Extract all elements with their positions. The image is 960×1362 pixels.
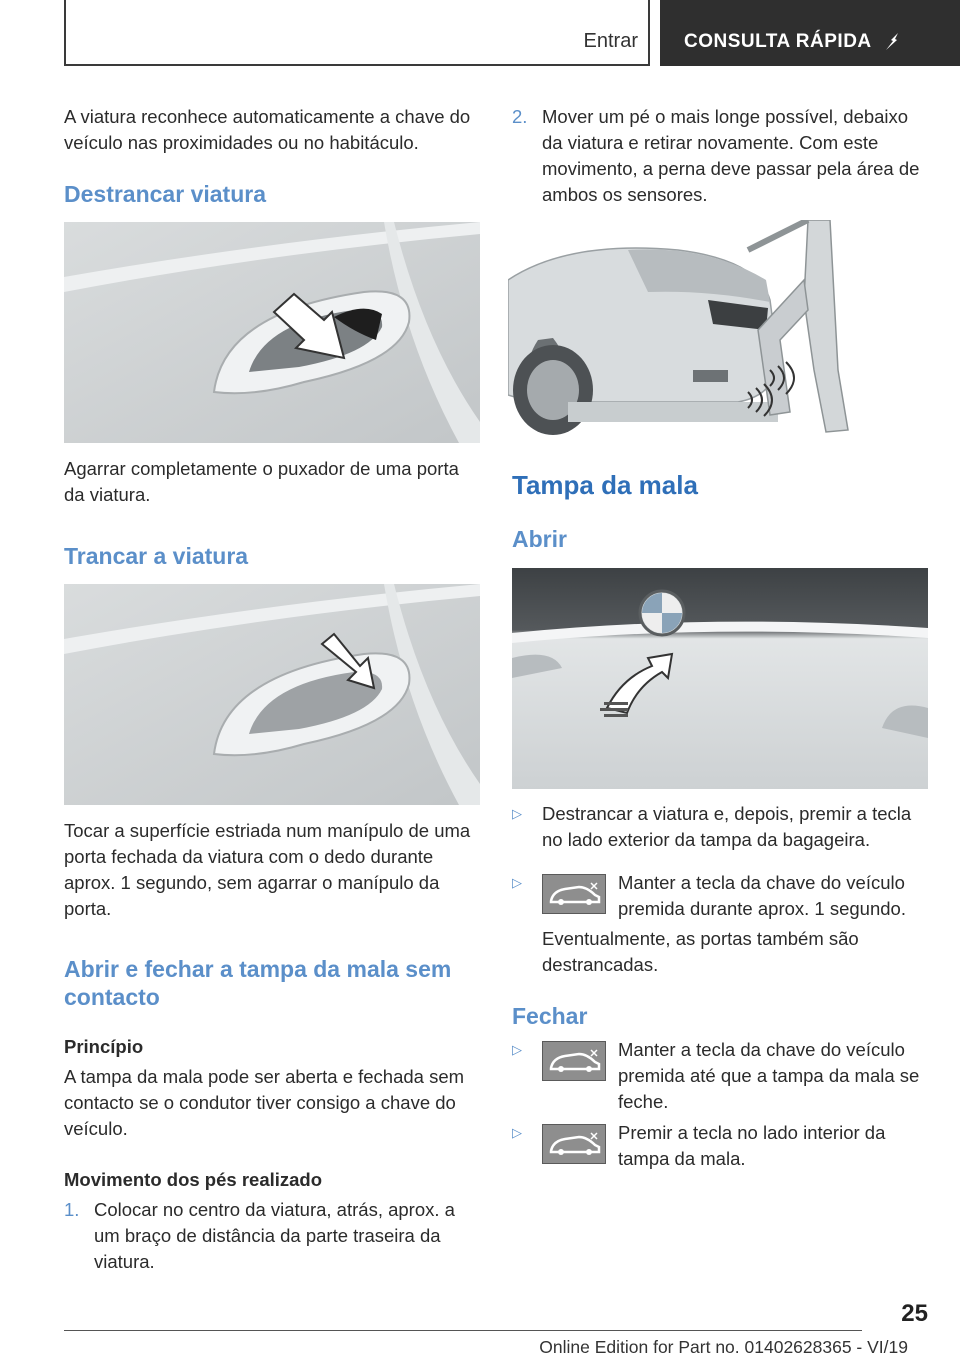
step-2-number: 2. [512, 106, 528, 127]
quick-reference-tab[interactable] [660, 0, 960, 66]
step-2-text: Mover um pé o mais longe possível, debaixo da viatura e retirar novamente. Com este movimento, a perna deve passar pela área de ambos os sensores. [542, 106, 920, 205]
car-key-trunk-icon [542, 1041, 606, 1081]
bullet-1-text: Destrancar a viatura e, depois, premir a tecla no lado exterior da tampa da bagageira. [542, 803, 912, 850]
bullet-item-4 [512, 1120, 928, 1172]
bullet-item-2 [512, 870, 928, 930]
footer-rule [64, 1330, 862, 1331]
trunk-button-image [512, 568, 928, 789]
entrar-link[interactable]: Entrar [583, 30, 638, 52]
bullet-item-3 [512, 1037, 928, 1115]
bullet-triangle-icon: ▷ [512, 806, 522, 821]
door-handle-unlock-image [64, 222, 480, 443]
car-key-trunk-icon [542, 874, 606, 914]
quick-reference-label: CONSULTA RÁPIDA [684, 31, 872, 52]
edition-footer: Online Edition for Part no. 01402628365 - VI/19 [539, 1337, 908, 1357]
door-handle-lock-image [64, 584, 480, 805]
intro-paragraph: A viatura reconhece automaticamente a chave do veículo nas proximidades ou no habitáculo. [64, 106, 471, 153]
bullet-triangle-icon: ▷ [512, 875, 522, 890]
heading-trancar: Trancar a viatura [64, 543, 249, 569]
header-underline [66, 64, 650, 66]
left-column [64, 104, 480, 156]
step-1-text: Colocar no centro da viatura, atrás, aprox. a um braço de distância da parte traseira da viatura. [94, 1199, 455, 1272]
header-separator [648, 0, 650, 66]
lightning-icon [882, 30, 904, 52]
heading-movimento: Movimento dos pés realizado [64, 1169, 323, 1190]
bullet-triangle-icon: ▷ [512, 1042, 522, 1057]
step-1-number: 1. [64, 1199, 80, 1220]
destrancar-paragraph: Agarrar completamente o puxador de uma porta da viatura. [64, 458, 459, 505]
bullet-item-1 [512, 801, 928, 853]
heading-principio: Princípio [64, 1036, 144, 1057]
heading-fechar: Fechar [512, 1003, 588, 1029]
heading-destrancar: Destrancar viatura [64, 181, 266, 207]
bullet-2-note: Eventualmente, as portas também são destrancadas. [542, 928, 859, 975]
principio-paragraph: A tampa da mala pode ser aberta e fechada sem contacto se o condutor tiver consigo a chave do veículo. [64, 1066, 465, 1139]
bullet-4-text: Premir a tecla no lado interior da tampa da mala. [618, 1122, 886, 1169]
trancar-paragraph: Tocar a superfície estriada num manípulo de uma porta fechada da viatura com o dedo durante aprox. 1 segundo, sem agarrar o manípulo da porta. [64, 820, 471, 919]
bullet-triangle-icon: ▷ [512, 1125, 522, 1140]
header-left-border [64, 0, 66, 66]
bullet-3-text: Manter a tecla da chave do veículo premida até que a tampa da mala se feche. [618, 1039, 920, 1112]
page-number: 25 [901, 1300, 928, 1327]
bullet-2-text: Manter a tecla da chave do veículo premida durante aprox. 1 segundo. [618, 872, 906, 919]
step-1 [64, 1197, 480, 1275]
heading-tampa-da-mala: Tampa da mala [512, 470, 698, 500]
rear-sensor-kick-image [508, 220, 863, 440]
heading-abrir: Abrir [512, 526, 567, 552]
car-trunk-interior-button-icon [542, 1124, 606, 1164]
step-2 [512, 104, 928, 208]
heading-abrir-fechar-sem-contacto: Abrir e fechar a tampa da mala sem contacto [64, 956, 452, 1010]
